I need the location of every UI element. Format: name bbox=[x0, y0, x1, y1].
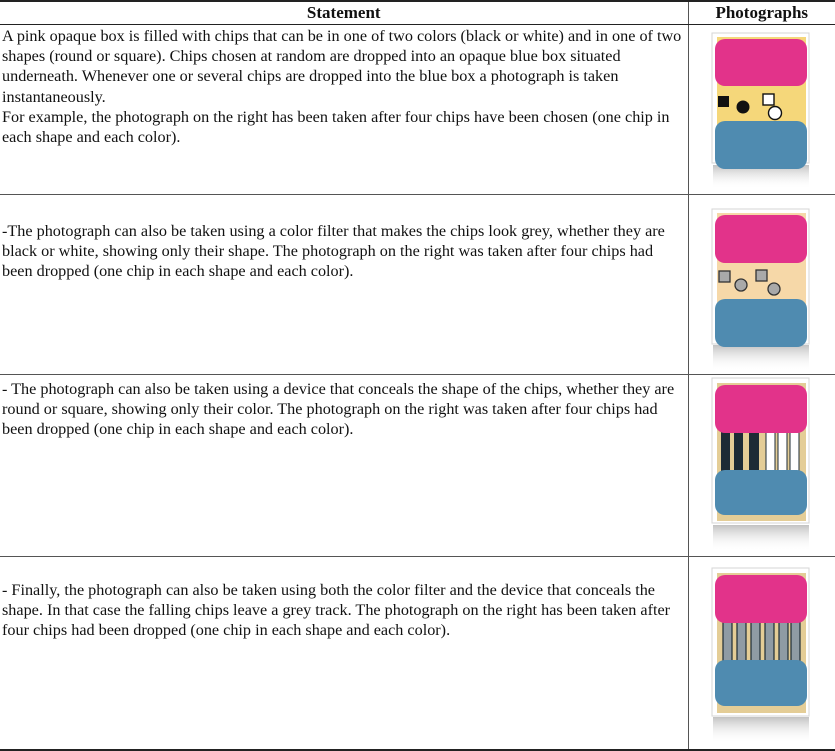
header-statement: Statement bbox=[0, 1, 688, 25]
photo-shadow bbox=[713, 525, 809, 551]
photograph-cell bbox=[688, 195, 835, 375]
table-row bbox=[0, 25, 835, 195]
grey-square-chip bbox=[719, 271, 730, 282]
photograph-cell bbox=[688, 557, 835, 750]
pink-box bbox=[715, 215, 807, 263]
white-round-chip bbox=[768, 107, 781, 120]
header-photographs: Photographs bbox=[688, 1, 835, 25]
pink-box bbox=[715, 39, 807, 86]
blue-box bbox=[715, 121, 807, 169]
statement-cell bbox=[0, 557, 688, 750]
photograph-cell bbox=[688, 375, 835, 557]
statement-paragraph: For example, the photograph on the right has been taken after four chips have been chosen (one chip in each shape and each color). bbox=[2, 107, 670, 147]
grey-round-chip bbox=[768, 283, 780, 295]
white-square-chip bbox=[763, 94, 774, 105]
photograph-cell bbox=[688, 25, 835, 195]
pink-box bbox=[715, 575, 807, 623]
statement-cell bbox=[0, 375, 688, 557]
grey-square-chip bbox=[756, 270, 767, 281]
pink-box bbox=[715, 385, 807, 433]
statement-cell bbox=[0, 25, 688, 195]
black-square-chip bbox=[718, 96, 729, 107]
table-row bbox=[0, 375, 835, 557]
grey-round-chip bbox=[735, 279, 747, 291]
statement-paragraph: - The photograph can also be taken using a device that conceals the shape of the chips, whether they are round or square, showing only their color. The photograph on the right was taken after four chips had been dropped (one chip in each shape and each color). bbox=[2, 380, 675, 439]
photograph-both bbox=[711, 557, 831, 747]
photo-shadow bbox=[713, 717, 809, 743]
statement-cell bbox=[0, 195, 688, 375]
statement-paragraph: A pink opaque box is filled with chips that can be in one of two colors (black or white) and in one of two shapes (round or square). Chips chosen at random are dropped into an opaque blue box situated underneath. Whenever one or several chips are dropped into the blue box a photograph is taken instantaneously. bbox=[2, 27, 682, 106]
blue-box bbox=[715, 660, 807, 706]
table-row bbox=[0, 195, 835, 375]
black-round-chip bbox=[736, 101, 749, 114]
table-row bbox=[0, 557, 835, 750]
blue-box bbox=[715, 299, 807, 347]
photograph-full-chips bbox=[711, 25, 831, 193]
header-row bbox=[0, 1, 835, 25]
photograph-grey-filter bbox=[711, 195, 831, 373]
statement-paragraph: -The photograph can also be taken using a color filter that makes the chips look grey, whether they are black or white, showing only their shape. The photograph on the right was taken after four chips had been dropped (one chip in each shape and each color). bbox=[2, 222, 665, 281]
blue-box bbox=[715, 470, 807, 515]
photo-shadow bbox=[713, 345, 809, 371]
statement-paragraph: - Finally, the photograph can also be taken using both the color filter and the device that conceals the shape. In that case the falling chips leave a grey track. The photograph on the right has been taken after four chips had been dropped (one chip in each shape and each color). bbox=[2, 581, 671, 640]
photograph-shape-concealed bbox=[711, 375, 831, 555]
